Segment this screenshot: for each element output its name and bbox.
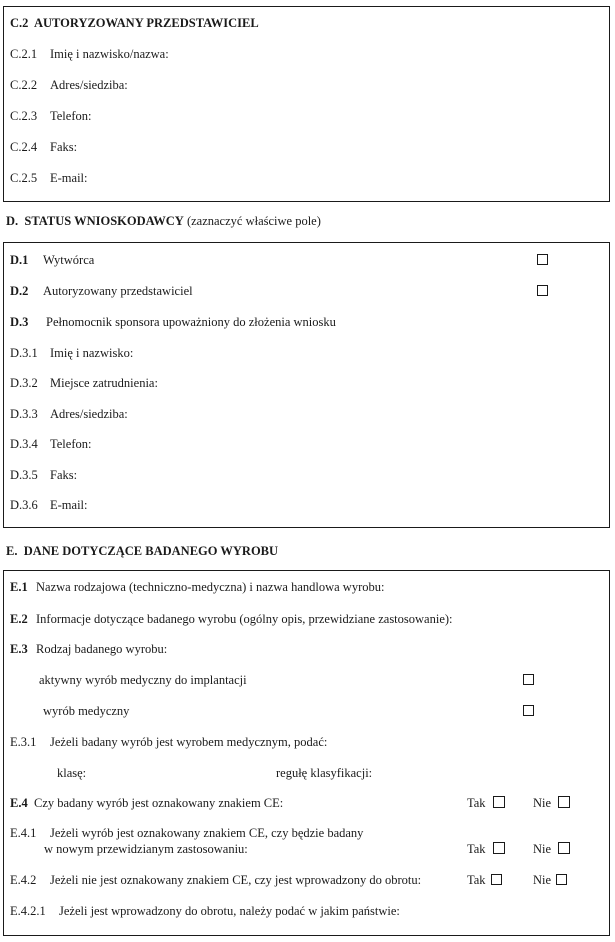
section-e-heading [6, 544, 278, 558]
field-code: C.2.1 [10, 47, 38, 61]
option-medical-device [43, 704, 129, 718]
section-d-note: (zaznaczyć właściwe pole) [186, 214, 321, 228]
item-e3 [10, 642, 167, 656]
checkbox-e4-tak[interactable] [493, 796, 505, 808]
checkbox-e4-nie[interactable] [558, 796, 570, 808]
item-label: Jeżeli badany wyrób jest wyrobem medycznym, podać: [50, 735, 328, 749]
field-code: C.2.4 [10, 140, 38, 154]
field-code: C.2.2 [10, 78, 38, 92]
field-label: E-mail: [50, 498, 88, 512]
field-label: Telefon: [50, 109, 92, 123]
option-label: Pełnomocnik sponsora upoważniony do złożenia wniosku [46, 315, 336, 329]
section-c2-heading: AUTORYZOWANY PRZEDSTAWICIEL [33, 16, 259, 30]
field-code: D.3.1 [10, 346, 38, 360]
item-label: Czy badany wyrób jest oznakowany znakiem CE: [34, 796, 284, 810]
field-label: Imię i nazwisko/nazwa: [50, 47, 169, 61]
field-d3-5 [10, 468, 77, 482]
option-d1 [10, 253, 94, 267]
option-label: wyrób medyczny [43, 704, 130, 718]
item-label: Informacje dotyczące badanego wyrobu (ogólny opis, przewidziane zastosowanie): [36, 612, 453, 626]
checkbox-medical-device[interactable] [523, 705, 534, 716]
field-label: Miejsce zatrudnienia: [50, 376, 158, 390]
field-label: Adres/siedziba: [50, 78, 128, 92]
item-code: E.4.1 [10, 826, 37, 840]
item-code: E.3 [10, 642, 28, 656]
option-d3 [10, 315, 336, 329]
label-tak: Tak [467, 796, 486, 810]
field-code: C.2.3 [10, 109, 38, 123]
item-e4-1-line1 [10, 826, 363, 840]
checkbox-d2-autoryzowany[interactable] [537, 285, 548, 296]
field-d3-2 [10, 376, 158, 390]
checkbox-e42-nie[interactable] [556, 874, 567, 885]
field-code: C.2.5 [10, 171, 38, 185]
item-code: E.2 [10, 612, 28, 626]
label-regula: regułę klasyfikacji: [276, 766, 373, 780]
item-code: E.4.2 [10, 873, 37, 887]
field-code: D.3.3 [10, 407, 38, 421]
field-c2-3 [10, 109, 91, 123]
item-label: Rodzaj badanego wyrobu: [36, 642, 168, 656]
item-e4 [10, 796, 283, 810]
field-code: D.3.4 [10, 437, 38, 451]
section-e-code: E. [6, 544, 18, 558]
checkbox-d1-wytworca[interactable] [537, 254, 548, 265]
field-c2-4 [10, 140, 77, 154]
field-c2-2 [10, 78, 128, 92]
checkbox-e42-tak[interactable] [491, 874, 502, 885]
section-c2-code: C.2 [10, 16, 29, 30]
item-code: E.4.2.1 [10, 904, 46, 918]
option-d2 [10, 284, 193, 298]
field-label: Imię i nazwisko: [50, 346, 134, 360]
label-tak: Tak [467, 873, 486, 887]
item-e3-1 [10, 735, 327, 749]
field-label: Faks: [50, 140, 78, 154]
label-tak: Tak [467, 842, 486, 856]
option-code: D.2 [10, 284, 29, 298]
item-label: Nazwa rodzajowa (techniczno-medyczna) i nazwa handlowa wyrobu: [36, 580, 385, 594]
item-e2 [10, 612, 453, 626]
field-d3-6 [10, 498, 88, 512]
item-e4-1-line2: w nowym przewidzianym zastosowaniu: [44, 842, 248, 856]
field-label: Adres/siedziba: [50, 407, 128, 421]
checkbox-e41-tak[interactable] [493, 842, 505, 854]
label-nie: Nie [533, 796, 552, 810]
section-d-heading [6, 214, 321, 228]
item-code: E.4 [10, 796, 28, 810]
section-c2-title [10, 16, 259, 30]
option-code: D.1 [10, 253, 29, 267]
label-nie: Nie [533, 842, 552, 856]
field-d3-4 [10, 437, 91, 451]
checkbox-e41-nie[interactable] [558, 842, 570, 854]
field-code: D.3.2 [10, 376, 38, 390]
field-label: E-mail: [50, 171, 88, 185]
item-label: Jeżeli jest wprowadzony do obrotu, należy podać w jakim państwie: [59, 904, 400, 918]
option-label: Autoryzowany przedstawiciel [43, 284, 193, 298]
section-d-title: STATUS WNIOSKODAWCY [24, 214, 184, 228]
option-code: D.3 [10, 315, 29, 329]
item-code: E.3.1 [10, 735, 37, 749]
section-e-title: DANE DOTYCZĄCE BADANEGO WYROBU [23, 544, 279, 558]
item-e4-2-1 [10, 904, 400, 918]
section-d-code: D. [6, 214, 19, 228]
field-c2-5 [10, 171, 88, 185]
field-d3-1 [10, 346, 133, 360]
item-e4-2 [10, 873, 421, 887]
item-label: Jeżeli wyrób jest oznakowany znakiem CE, czy będzie badany [50, 826, 364, 840]
section-c2-box [3, 6, 610, 202]
option-label: Wytwórca [43, 253, 95, 267]
item-label: Jeżeli nie jest oznakowany znakiem CE, czy jest wprowadzony do obrotu: [50, 873, 422, 887]
label-klasa: klasę: [57, 766, 87, 780]
checkbox-active-implant[interactable] [523, 674, 534, 685]
field-label: Faks: [50, 468, 78, 482]
option-active-implant [39, 673, 247, 687]
field-code: D.3.5 [10, 468, 38, 482]
label-nie: Nie [533, 873, 552, 887]
field-code: D.3.6 [10, 498, 38, 512]
field-c2-1 [10, 47, 169, 61]
item-code: E.1 [10, 580, 28, 594]
field-d3-3 [10, 407, 128, 421]
item-e1 [10, 580, 384, 594]
option-label: aktywny wyrób medyczny do implantacji [39, 673, 247, 687]
field-label: Telefon: [50, 437, 92, 451]
